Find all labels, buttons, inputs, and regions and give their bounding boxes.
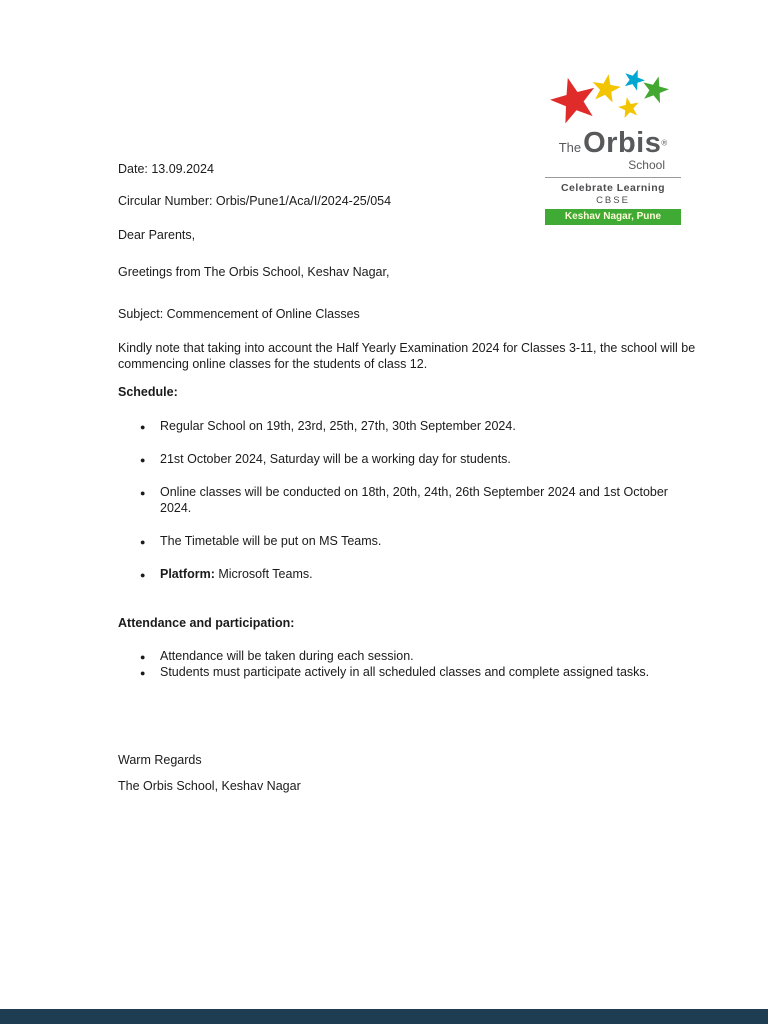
greeting-line: Greetings from The Orbis School, Keshav Nagar, bbox=[118, 265, 390, 279]
star-figure-red bbox=[546, 72, 601, 126]
attendance-item: ● Attendance will be taken during each session. bbox=[160, 648, 696, 664]
star-figure-green bbox=[639, 73, 671, 104]
salutation-line: Dear Parents, bbox=[118, 228, 196, 242]
attendance-item: ● Students must participate actively in all scheduled classes and complete assigned tasks. bbox=[160, 664, 696, 680]
schedule-item: ● 21st October 2024, Saturday will be a working day for students. bbox=[160, 451, 696, 467]
star-figure-yellow-top bbox=[590, 72, 623, 104]
logo-location-banner: Keshav Nagar, Pune bbox=[545, 209, 681, 225]
letter-body bbox=[118, 161, 696, 794]
schedule-item: ● Online classes will be conducted on 18th, 20th, 24th, 26th September 2024 and 1st October 2024. bbox=[160, 484, 696, 516]
logo-brand-orbis: Orbis bbox=[583, 127, 662, 159]
date-line: Date: 13.09.2024 bbox=[118, 162, 214, 176]
platform-value: Microsoft Teams. bbox=[214, 567, 313, 581]
logo-brand-school: School bbox=[628, 158, 665, 172]
star-figure-yellow-lower bbox=[616, 95, 641, 119]
star-figure-cyan bbox=[621, 66, 647, 92]
footer-bar bbox=[0, 1009, 768, 1024]
platform-label: Platform: bbox=[160, 567, 215, 581]
subject-line: Subject: Commencement of Online Classes bbox=[118, 307, 360, 321]
logo-brand-the: The bbox=[558, 140, 582, 155]
intro-paragraph: Kindly note that taking into account the Half Yearly Examination 2024 for Classes 3-11, the school will be commencing online classes for the students of class 12. bbox=[118, 341, 696, 371]
star-figures-graphic bbox=[545, 66, 681, 128]
schedule-heading: Schedule: bbox=[118, 385, 178, 399]
schedule-item: ● Regular School on 19th, 23rd, 25th, 27th, 30th September 2024. bbox=[160, 418, 696, 434]
schedule-item: ● The Timetable will be put on MS Teams. bbox=[160, 533, 696, 549]
schedule-list bbox=[118, 418, 696, 582]
schedule-item-platform bbox=[160, 566, 696, 582]
logo-tagline: Celebrate Learning bbox=[560, 182, 666, 194]
closing-line: Warm Regards bbox=[118, 753, 202, 767]
registered-mark: ® bbox=[661, 138, 668, 148]
signature-line: The Orbis School, Keshav Nagar bbox=[118, 779, 301, 793]
logo-board-cbse: CBSE bbox=[596, 195, 630, 206]
attendance-list bbox=[118, 648, 696, 680]
attendance-heading: Attendance and participation: bbox=[118, 616, 295, 630]
circular-number-line: Circular Number: Orbis/Pune1/Aca/I/2024-25/054 bbox=[118, 194, 392, 208]
